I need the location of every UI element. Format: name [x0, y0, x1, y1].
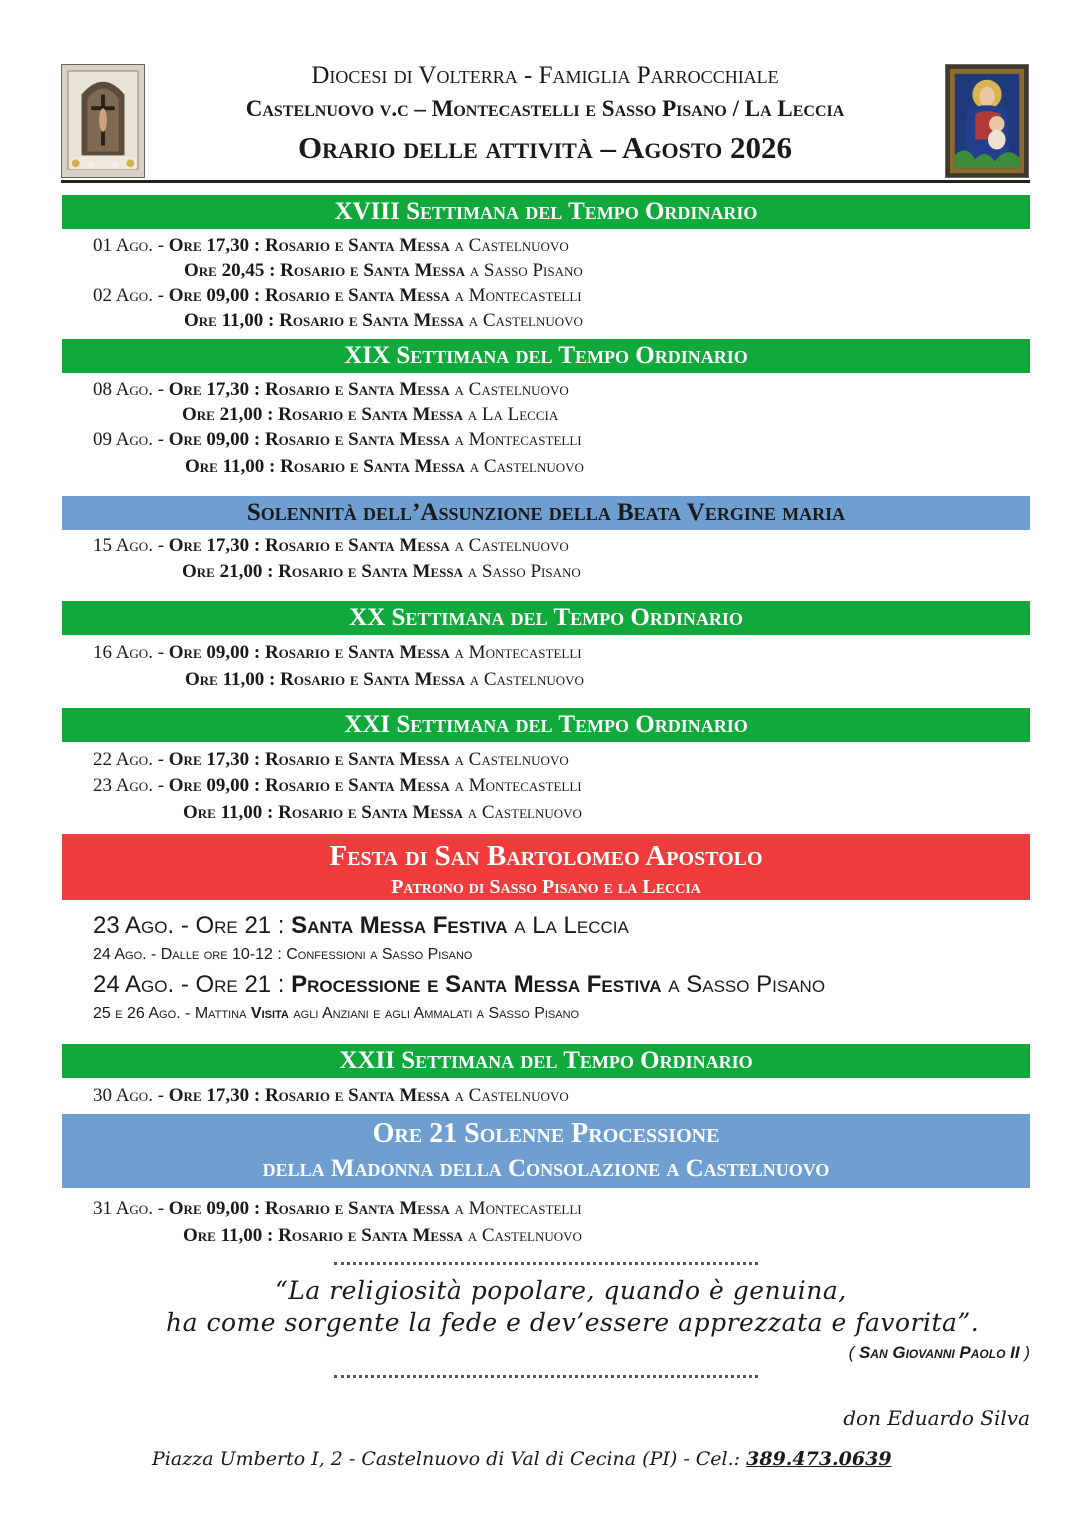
week-xix-banner: XIX Settimana del Tempo Ordinario: [62, 339, 1030, 373]
schedule-row: Ore 11,00 : Rosario e Santa Messa a Castelnuovo: [185, 669, 584, 690]
schedule-row: 22 Ago. - Ore 17,30 : Rosario e Santa Messa a Castelnuovo: [93, 749, 569, 770]
diocese-heading: Diocesi di Volterra - Famiglia Parrocchiale: [311, 62, 779, 89]
dotted-divider: [334, 1375, 758, 1378]
quote-line-1: “La religiosità popolare, quando è genuina,: [275, 1276, 847, 1305]
madonna-icon-image: [945, 64, 1029, 178]
signature: don Eduardo Silva: [843, 1406, 1030, 1430]
schedule-row: 08 Ago. - Ore 17,30 : Rosario e Santa Messa a Castelnuovo: [93, 379, 569, 400]
procession-title: Ore 21 Solenne Processione: [372, 1118, 720, 1149]
schedule-row: 30 Ago. - Ore 17,30 : Rosario e Santa Messa a Castelnuovo: [93, 1085, 569, 1106]
schedule-row: Ore 21,00 : Rosario e Santa Messa a Sasso Pisano: [182, 561, 581, 582]
schedule-row: Ore 11,00 : Rosario e Santa Messa a Castelnuovo: [185, 456, 584, 477]
schedule-row: Ore 11,00 : Rosario e Santa Messa a Castelnuovo: [184, 310, 583, 331]
dotted-divider: [334, 1262, 758, 1265]
feast-title: Festa di San Bartolomeo Apostolo: [329, 840, 763, 872]
parishes-heading: Castelnuovo v.c – Montecastelli e Sasso Pisano / La Leccia: [245, 96, 845, 121]
procession-banner: [62, 1114, 1030, 1188]
week-xxii-banner: XXII Settimana del Tempo Ordinario: [62, 1044, 1030, 1078]
week-xviii-banner: XVIII Settimana del Tempo Ordinario: [62, 195, 1030, 229]
schedule-row: 15 Ago. - Ore 17,30 : Rosario e Santa Messa a Castelnuovo: [93, 535, 569, 556]
schedule-row: 31 Ago. - Ore 09,00 : Rosario e Santa Messa a Montecastelli: [93, 1198, 582, 1219]
schedule-row: 09 Ago. - Ore 09,00 : Rosario e Santa Messa a Montecastelli: [93, 429, 582, 450]
feast-row: 25 e 26 Ago. - Mattina Visita agli Anziani e agli Ammalati a Sasso Pisano: [93, 1005, 580, 1022]
assumption-banner: Solennità dell’Assunzione della Beata Vergine maria: [62, 496, 1030, 530]
schedule-row: Ore 11,00 : Rosario e Santa Messa a Castelnuovo: [183, 802, 582, 823]
feast-row: 24 Ago. - Dalle ore 10-12 : Confessioni a Sasso Pisano: [93, 946, 473, 963]
schedule-row: 01 Ago. - Ore 17,30 : Rosario e Santa Messa a Castelnuovo: [93, 235, 569, 256]
feast-row: 23 Ago. - Ore 21 : Santa Messa Festiva a La Leccia: [93, 912, 629, 939]
feast-row: 24 Ago. - Ore 21 : Processione e Santa Messa Festiva a Sasso Pisano: [93, 971, 826, 998]
schedule-row: 23 Ago. - Ore 09,00 : Rosario e Santa Messa a Montecastelli: [93, 775, 582, 796]
feast-subtitle: Patrono di Sasso Pisano e la Leccia: [391, 876, 701, 898]
schedule-row: Ore 11,00 : Rosario e Santa Messa a Castelnuovo: [183, 1225, 582, 1246]
feast-banner: [62, 834, 1030, 900]
week-xx-banner: XX Settimana del Tempo Ordinario: [62, 601, 1030, 635]
schedule-row: Ore 21,00 : Rosario e Santa Messa a La Leccia: [182, 404, 559, 425]
procession-subtitle: della Madonna della Consolazione a Castelnuovo: [262, 1155, 830, 1182]
schedule-row: 16 Ago. - Ore 09,00 : Rosario e Santa Messa a Montecastelli: [93, 642, 582, 663]
page-title: Orario delle attività – Agosto 2026: [298, 130, 792, 165]
footer-address: Piazza Umberto I, 2 - Castelnuovo di Val di Cecina (PI) - Cel.: 389.473.0639: [152, 1448, 892, 1470]
phone-link[interactable]: 389.473.0639: [746, 1448, 892, 1470]
quote-line-2: ha come sorgente la fede e dev’essere apprezzata e favorita”.: [166, 1308, 980, 1337]
quote-attribution: ( San Giovanni Paolo II ): [848, 1343, 1030, 1362]
schedule-row: Ore 20,45 : Rosario e Santa Messa a Sasso Pisano: [184, 260, 583, 281]
week-xxi-banner: XXI Settimana del Tempo Ordinario: [62, 708, 1030, 742]
schedule-row: 02 Ago. - Ore 09,00 : Rosario e Santa Messa a Montecastelli: [93, 285, 582, 306]
header-divider: [61, 180, 1030, 183]
crucifix-altar-image: [61, 64, 145, 178]
